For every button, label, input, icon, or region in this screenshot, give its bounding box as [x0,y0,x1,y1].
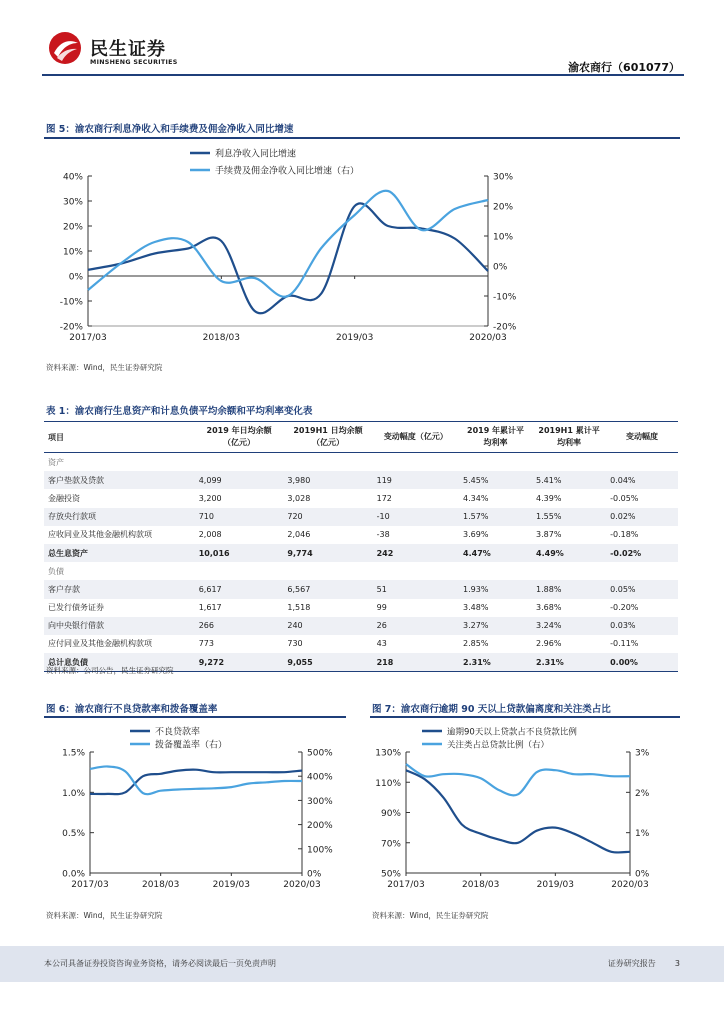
table-cell [606,562,678,580]
table-row [44,526,678,544]
figure5-chart [40,140,520,350]
y-tick-label-left: 90% [380,809,401,819]
table-cell: 2,008 [198,530,222,540]
figure5-source: 资料来源：Wind，民生证券研究院 [46,363,163,372]
table1-title: 表 1：渝农商行生息资产和计息负债平均余额和平均利率变化表 [46,406,313,417]
table-cell: -0.11% [610,639,639,649]
table-cell: 客户垫款及贷款 [44,471,195,489]
table-header-cell: 2019 年累计平均利率 [459,422,532,453]
table-cell: 4,099 [195,471,284,489]
y-tick-label-right: 1% [635,829,650,840]
table-cell: 负债 [48,566,64,576]
table-cell: 3.27% [459,617,532,635]
y-tick-label-left: -20% [59,322,83,333]
footer-right [608,958,680,969]
y-tick-label-left: 110% [375,778,401,789]
table-cell: 0.05% [606,580,678,598]
table-cell [459,562,532,580]
table-header-cell: 变动幅度 [606,422,678,453]
table-cell: 3.48% [463,603,489,613]
table-cell: 240 [283,617,372,635]
table-cell: 客户存款 [44,580,195,598]
table-cell: 金融投资 [48,493,80,503]
table-row [44,453,678,472]
figure6-title: 图 6：渝农商行不良贷款率和拨备覆盖率 [46,704,218,715]
table-row [44,599,678,617]
y-tick-label-left: 1.5% [62,748,85,759]
y-tick-label-left: 50% [380,869,401,880]
table-cell: -10 [373,508,459,526]
table-cell: 0.02% [606,508,678,526]
table-cell: 720 [283,508,372,526]
table-cell: 2.31% [532,653,606,672]
table-cell: 3,200 [198,493,222,503]
x-tick-label: 2017/03 [69,333,107,343]
table-cell: 4.47% [459,544,532,562]
y-tick-label-left: 0% [68,272,83,283]
y-tick-label-left: 10% [62,247,83,258]
table-cell: 43 [376,639,387,649]
table-cell: 6,567 [283,580,372,598]
y-tick-label-right: 0% [493,262,508,273]
table-cell [532,453,606,472]
y-tick-label-right: -20% [493,322,517,333]
figure5-title-rule [44,137,680,139]
x-tick-label: 2018/03 [461,880,500,890]
table-cell: 730 [287,639,303,649]
series-line-1 [406,770,630,852]
table1 [44,421,678,672]
table-cell: 3,028 [287,493,311,503]
table-cell: 26 [373,617,459,635]
table-cell: 119 [373,471,459,489]
table-cell [606,453,678,472]
table-cell [283,453,372,472]
y-tick-label-left: 30% [62,197,83,208]
x-tick-label: 2017/03 [71,880,109,890]
table-cell: 4.49% [532,544,606,562]
table-cell [373,453,459,472]
table-header-cell: 2019H1 累计平均利率 [532,422,606,453]
legend-label-2: 手续费及佣金净收入同比增速（右） [215,166,360,177]
y-tick-label-right: 2% [635,788,650,799]
x-tick-label: 2019/03 [212,880,251,890]
legend-label-1: 逾期90天以上贷款占不良贷款比例 [447,727,577,738]
table-cell: -0.20% [610,603,639,613]
table-cell: 资产 [48,457,64,467]
y-tick-label-right: 300% [307,796,333,807]
table-cell: 0.03% [606,617,678,635]
legend-label-2: 拨备覆盖率（右） [155,740,228,751]
table-cell: -38 [376,530,390,540]
table-cell: 4.39% [536,493,562,503]
table-cell: 已发行债务证券 [48,603,104,613]
x-tick-label: 2020/03 [469,333,507,343]
figure6-title-rule [44,716,346,718]
y-tick-label-right: 500% [307,748,333,759]
table-row [44,580,678,598]
table-row [44,617,678,635]
table-cell: 6,617 [195,580,284,598]
company-name-cn: 民生证券 [90,39,166,60]
table-header-cell: 2019H1 日均余额（亿元） [283,422,372,453]
table-cell: 2,046 [287,530,311,540]
table-cell: 3.87% [536,530,562,540]
y-tick-label-left: 40% [62,172,83,183]
table-cell: 1.93% [459,580,532,598]
table-cell: 向中央银行借款 [44,617,195,635]
table-header-cell: 项目 [44,422,195,453]
table-cell: 总生息资产 [44,544,195,562]
table-cell: 应收同业及其他金融机构款项 [48,530,152,540]
y-tick-label-right: 30% [493,172,514,183]
series-line-2 [88,191,488,297]
table-cell: 10,016 [195,544,284,562]
minsheng-logo-icon [48,31,82,65]
table1-source: 资料来源：公司公告，民生证券研究院 [46,666,174,675]
y-tick-label-right: 3% [635,748,650,759]
table-header-cell: 2019 年日均余额（亿元） [195,422,284,453]
table-cell: 2.31% [459,653,532,672]
footer-disclaimer: 本公司具备证券投资咨询业务资格，请务必阅读最后一页免责声明 [44,959,276,968]
y-tick-label-right: 200% [307,821,333,832]
y-tick-label-right: 0% [307,869,322,880]
footer-page-number: 3 [674,959,680,968]
y-tick-label-right: 10% [493,232,514,243]
x-tick-label: 2018/03 [202,333,241,343]
table-cell [532,562,606,580]
table-cell [459,453,532,472]
table-cell: 9,272 [195,653,284,672]
table-cell: 3,980 [283,471,372,489]
table-cell: 218 [373,653,459,672]
table-cell [195,453,284,472]
table-cell: 3.68% [536,603,562,613]
legend-label-1: 利息净收入同比增速 [215,149,297,160]
table-header-cell: 变动幅度（亿元） [373,422,459,453]
figure7-chart [362,720,686,895]
table-cell: -0.18% [610,530,639,540]
footer-report-type: 证券研究报告 [607,959,656,968]
figure7-title-rule [370,716,680,718]
table-row [44,562,678,580]
table-cell: 710 [195,508,284,526]
table-cell: 1.55% [532,508,606,526]
x-tick-label: 2019/03 [536,880,575,890]
table-cell: 2.96% [536,639,562,649]
table-cell: 5.45% [459,471,532,489]
header-divider [42,74,684,76]
table-cell: 9,774 [283,544,372,562]
y-tick-label-right: -10% [493,292,517,303]
report-subject: 渝农商行（601077） [568,61,680,74]
x-tick-label: 2020/03 [611,880,649,890]
table-cell: 应付同业及其他金融机构款项 [48,639,152,649]
figure6-chart [40,720,360,895]
table-cell: 51 [373,580,459,598]
table-cell [195,562,284,580]
y-tick-label-right: 0% [635,869,650,880]
table-cell [283,562,372,580]
table-cell: 172 [376,493,392,503]
y-tick-label-left: -10% [59,297,83,308]
x-tick-label: 2019/03 [335,333,374,343]
table-cell: 3.69% [463,530,489,540]
table-cell: 773 [198,639,214,649]
y-tick-label-right: 100% [307,845,333,856]
table-cell: 9,055 [283,653,372,672]
series-line-2 [406,764,630,795]
table-cell: 2.85% [463,639,489,649]
table-row [44,544,678,562]
y-tick-label-left: 1.0% [62,788,85,799]
figure6-source: 资料来源：Wind，民生证券研究院 [46,911,163,920]
y-tick-label-left: 0.0% [62,869,85,880]
table-cell: 5.41% [532,471,606,489]
y-tick-label-left: 0.5% [62,829,85,840]
table-cell [373,562,459,580]
table-cell: 0.04% [606,471,678,489]
legend-label-2: 关注类占总贷款比例（右） [447,740,550,751]
table-row [44,508,678,526]
table-row [44,635,678,653]
y-tick-label-left: 20% [62,222,83,233]
table-cell: 存放央行款项 [44,508,195,526]
x-tick-label: 2018/03 [141,880,180,890]
table-cell: -0.02% [606,544,678,562]
table-cell: 242 [373,544,459,562]
x-tick-label: 2020/03 [283,880,321,890]
table-cell: 266 [195,617,284,635]
x-tick-label: 2017/03 [387,880,425,890]
table-cell: 1.88% [532,580,606,598]
figure7-title: 图 7：渝农商行逾期 90 天以上贷款偏离度和关注类占比 [372,704,611,715]
table-cell: 0.00% [606,653,678,672]
company-name-en: MINSHENG SECURITIES [90,59,178,66]
y-tick-label-left: 130% [375,748,401,759]
table-cell: 1,617 [198,603,222,613]
table-cell: 99 [376,603,387,613]
table-row [44,471,678,489]
legend-label-1: 不良贷款率 [155,727,201,738]
table-row [44,489,678,507]
y-tick-label-left: 70% [380,839,401,850]
table-cell: 总计息负债 [44,653,195,672]
table-cell: 1,518 [287,603,311,613]
table-cell: 3.24% [532,617,606,635]
table-cell: -0.05% [610,493,639,503]
figure5-title: 图 5：渝农商行利息净收入和手续费及佣金净收入同比增速 [46,124,294,135]
y-tick-label-right: 20% [493,202,514,213]
figure7-source: 资料来源：Wind，民生证券研究院 [372,911,489,920]
table-cell: 1.57% [459,508,532,526]
y-tick-label-right: 400% [307,772,333,783]
table-cell: 4.34% [463,493,489,503]
